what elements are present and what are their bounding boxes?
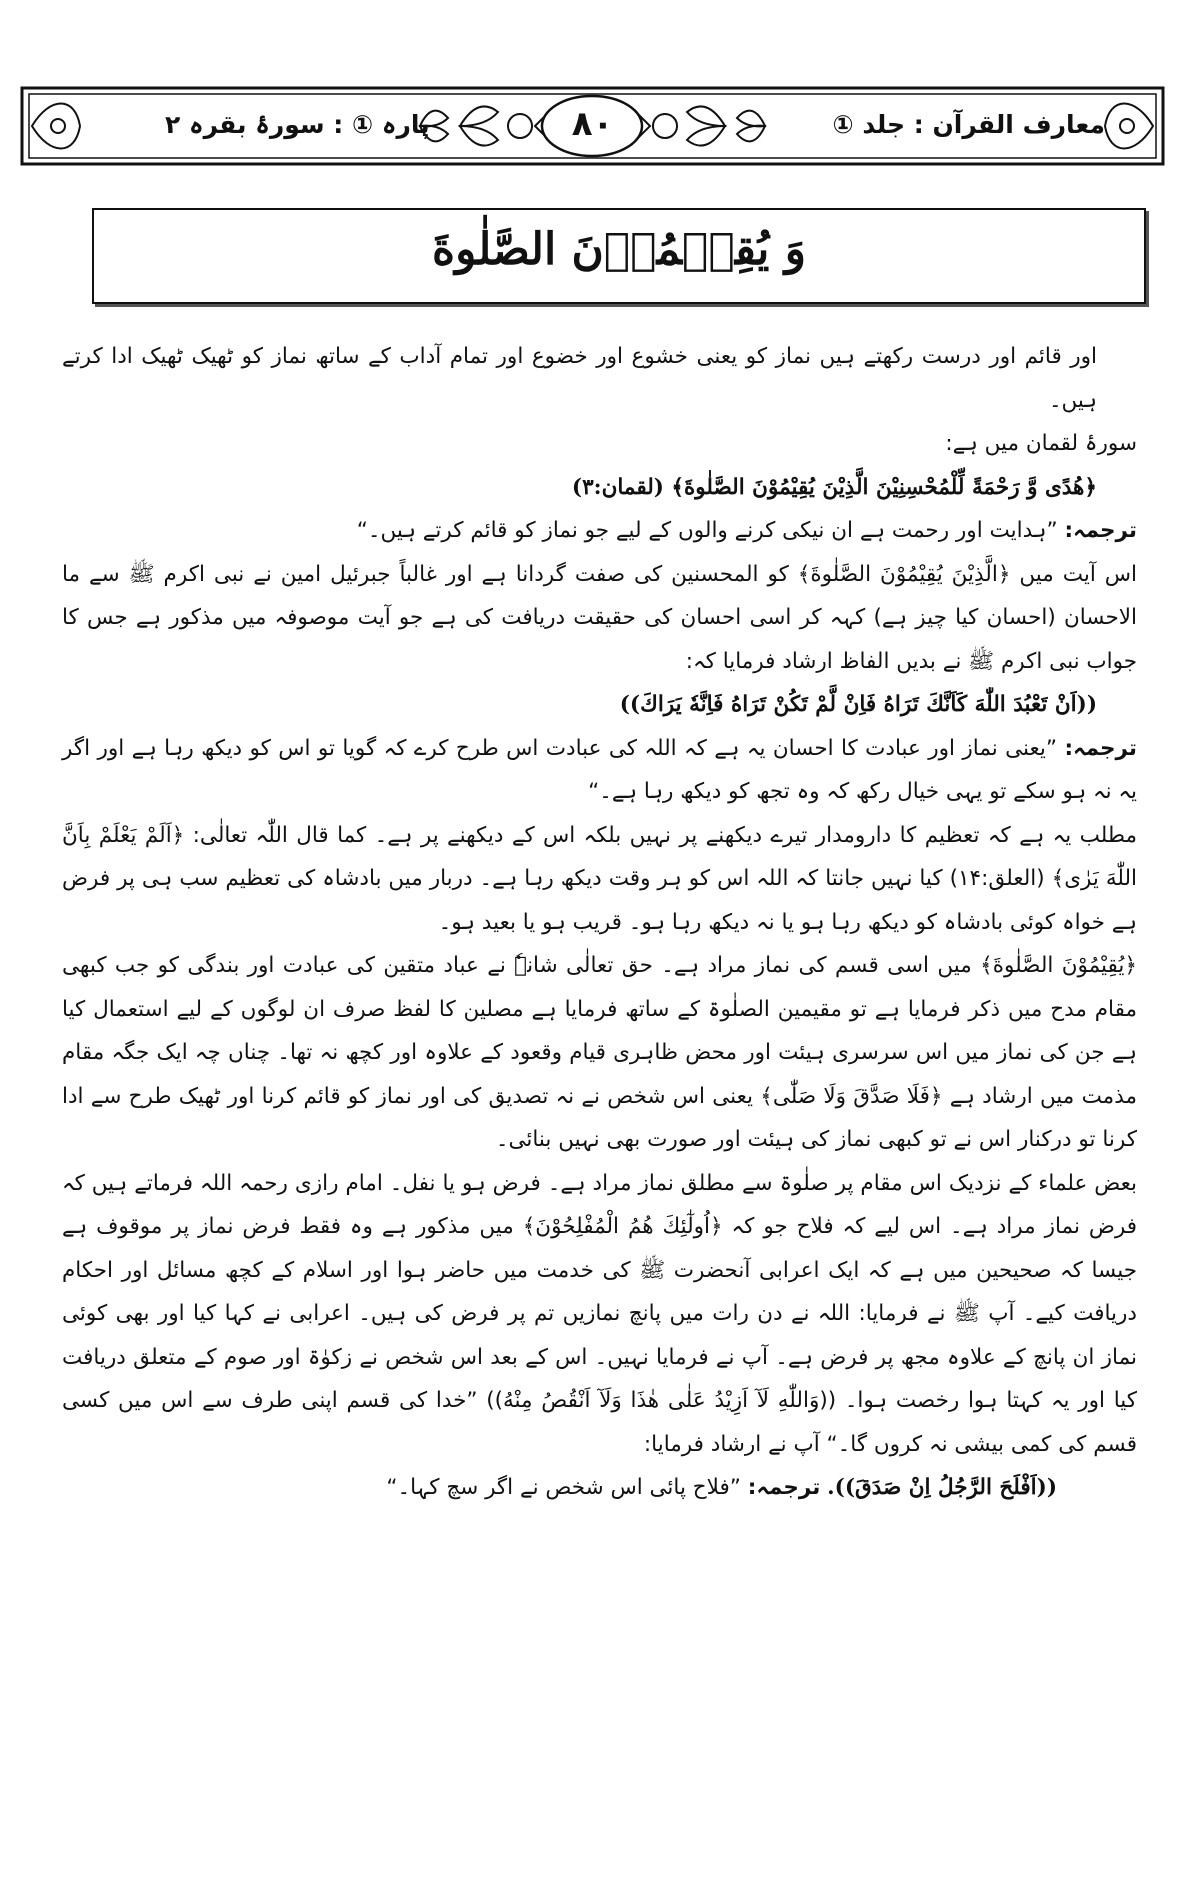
page-header	[20, 82, 1165, 170]
paragraph-ulama: بعض علماء کے نزدیک اس مقام پر صلٰوۃ سے مطلق نماز مراد ہے۔ فرض ہو یا نفل۔ امام رازی رحمہ اللہ فرماتے ہیں کہ فرض نماز مراد ہے۔ اس لیے کہ فلاح جو کہ ﴿اُولٰٓئِكَ هُمُ الْمُفْلِحُوْنَ﴾ میں مذکور ہے وہ فقط فرض نماز پر موقوف ہے جیسا کہ صحیحین میں ہے کہ ایک اعرابی آنحضرت ﷺ کی خدمت میں حاضر ہوا اور اسلام کے کچھ مسائل اور احکام دریافت کیے۔ آپ ﷺ نے فرمایا: اللہ نے دن رات میں پانچ نمازیں تم پر فرض کی ہیں۔ اعرابی نے کہا کیا اور بھی کوئی نماز ان پانچ کے علاوہ مجھ پر فرض ہے۔ آپ نے فرمایا نہیں۔ اس کے بعد اس شخص نے زکوٰۃ اور صوم کے متعلق دریافت کیا اور یہ کہتا ہوا رخصت ہوا۔ ((وَاللّٰهِ لَآ اَزِيْدُ عَلٰى هٰذَا وَلَآ اَنْقُصُ مِنْهُ)) ”خدا کی قسم اپنی طرف سے اس میں کسی قسم کی کمی بیشی نہ کروں گا۔“ آپ نے ارشاد فرمایا:	[62, 1170, 1137, 1457]
translation-text: ”یعنی نماز اور عبادت کا احسان یہ ہے کہ اللہ کی عبادت اس طرح کرے کہ گویا تو اس کو دیکھ رہا ہے اور اگر یہ نہ ہو سکے تو یہی خیال رکھ کہ وہ تجھ کو دیکھ رہا ہے۔“	[62, 735, 1137, 804]
book-volume-label: معارف القرآن : جلد ①	[832, 110, 1105, 139]
hadith-aflaha	[62, 1466, 1137, 1510]
translation-1	[62, 509, 1137, 553]
paragraph-intro: اور قائم اور درست رکھتے ہیں نماز کو یعنی خشوع اور خضوع اور تمام آداب کے ساتھ نماز کو ٹھیک ٹھیک ادا کرتے ہیں۔	[62, 344, 1097, 413]
translation-text: ”فلاح پائی اس شخص نے اگر سچ کہا۔“	[386, 1475, 741, 1500]
hadith-ihsan: ((اَنْ تَعْبُدَ اللّٰهَ كَاَنَّكَ تَرَاهُ فَاِنْ لَّمْ تَكُنْ تَرَاهُ فَاِنَّهٗ يَرَاكَ))	[619, 692, 1097, 717]
hadith-text: ((اَفْلَحَ الرَّجُلُ اِنْ صَدَقَ)).	[827, 1475, 1057, 1500]
translation-label: ترجمہ:	[1064, 518, 1137, 543]
heading-box	[92, 208, 1146, 304]
paragraph-ihsan: اس آیت میں ﴿الَّذِيْنَ يُقِيْمُوْنَ الصَّلٰوةَ﴾ کو المحسنین کی صفت گردانا ہے اور غالباً جبرئیل امین نے نبی اکرم ﷺ سے ما الاحسان (احسان کیا چیز ہے) کہہ کر اسی احسان کی حقیقت دریافت کی ہے جو آیت موصوفہ میں مذکور ہے جس کا جواب نبی اکرم ﷺ نے بدیں الفاظ ارشاد فرمایا کہ:	[62, 561, 1137, 674]
verse-heading: وَ يُقِيۡمُوۡنَ الصَّلٰوةَ	[432, 224, 806, 275]
translation-text: ”ہدایت اور رحمت ہے ان نیکی کرنے والوں کے لیے جو نماز کو قائم کرتے ہیں۔“	[356, 518, 1058, 543]
paragraph-surah-luqman: سورۂ لقمان میں ہے:	[945, 431, 1137, 456]
paragraph-yuqimoon: ﴿يُقِيْمُوْنَ الصَّلٰوةَ﴾ میں اسی قسم کی نماز مراد ہے۔ حق تعالٰی شانہٗ نے عباد متقین کی عبادت اور بندگی کو جب کبھی مقام مدح میں ذکر فرمایا ہے تو مقیمین الصلٰوۃ کے ساتھ فرمایا ہے مصلین کا لفظ صرف ان لوگوں کے لیے استعمال کیا ہے جن کی نماز میں اس سرسری ہیئت اور محض ظاہری قیام وقعود کے علاوہ اور کچھ نہ تھا۔ چناں چہ ایک جگہ مقام مذمت میں ارشاد ہے ﴿فَلَا صَدَّقَ وَلَا صَلّٰى﴾ یعنی اس شخص نے نہ تصدیق کی اور نماز کو قائم کرنا اور ٹھیک طرح سے ادا کرنا تو درکنار اس نے تو کبھی نماز کی ہیئت اور صورت بھی نہیں بنائی۔	[62, 953, 1137, 1152]
translation-label: ترجمہ:	[747, 1475, 821, 1500]
paragraph-meaning: مطلب یہ ہے کہ تعظیم کا دارومدار تیرے دیکھنے پر نہیں بلکہ اس کے دیکھنے پر ہے۔ کما قال اللّٰہ تعالٰی: ﴿اَلَمْ يَعْلَمْ بِاَنَّ اللّٰهَ يَرٰى﴾ (العلق:۱۴) کیا نہیں جانتا کہ اللہ اس کو ہر وقت دیکھ رہا ہے۔ دربار میں بادشاہ کی تعظیم سب ہی پر فرض ہے خواہ کوئی بادشاہ کو دیکھ رہا ہو یا نہ دیکھ رہا ہو۔ قریب ہو یا بعید ہو۔	[62, 822, 1137, 935]
translation-2	[62, 727, 1137, 814]
para-surah-label: پارہ ① : سورۂ بقرہ ۲	[165, 110, 430, 139]
translation-label: ترجمہ:	[1064, 735, 1137, 761]
page-number: ۸۰	[571, 104, 614, 144]
body-text	[62, 335, 1137, 1510]
verse-quote-luqman: ﴿هُدًى وَّ رَحْمَةً لِّلْمُحْسِنِيْنَ الَّذِيْنَ يُقِيْمُوْنَ الصَّلٰوةَ﴾ (لقمان:۳)	[571, 474, 1097, 500]
